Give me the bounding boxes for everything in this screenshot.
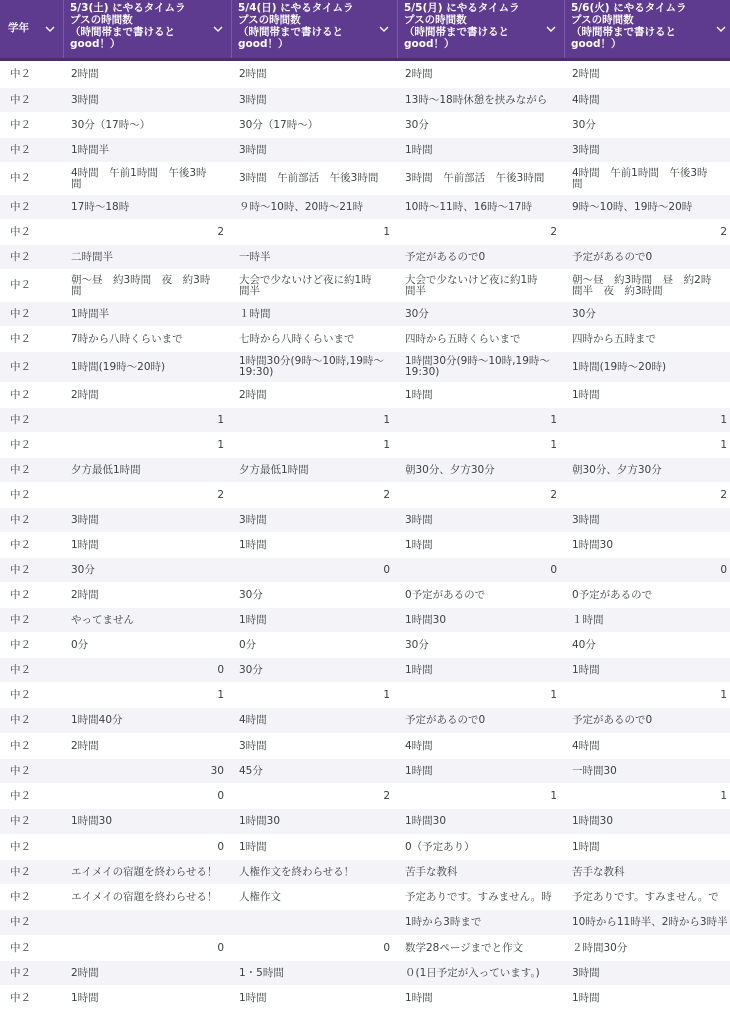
time-cell[interactable]: 1時間 bbox=[572, 388, 600, 401]
column-header-label: 5/6(火) にやるタイムラ プスの時間数 （時間帯まで書けると good！） bbox=[571, 2, 687, 50]
time-cell[interactable]: 1 bbox=[217, 413, 224, 426]
header-row bbox=[0, 0, 730, 61]
table-row bbox=[0, 734, 730, 759]
time-cell[interactable]: 2 bbox=[720, 488, 727, 501]
chevron-down-icon[interactable] bbox=[379, 24, 389, 34]
column-header-4[interactable] bbox=[565, 0, 730, 58]
time-cell[interactable]: 2時間 bbox=[405, 67, 433, 80]
time-cell[interactable]: 予定ありです。すみません。で bbox=[572, 890, 719, 903]
time-cell[interactable]: 人権作文 bbox=[239, 890, 281, 903]
table-row bbox=[0, 195, 730, 220]
grade-cell[interactable]: 中２ bbox=[10, 438, 31, 451]
time-cell[interactable]: 2 bbox=[217, 488, 224, 501]
table-row bbox=[0, 408, 730, 433]
time-cell[interactable]: 3時間 bbox=[572, 966, 600, 979]
time-cell[interactable]: 1 bbox=[720, 438, 727, 451]
time-cell[interactable]: 3時間 bbox=[239, 739, 267, 752]
time-cell[interactable]: 0 bbox=[217, 840, 224, 853]
time-cell[interactable]: 30分 bbox=[71, 563, 95, 576]
table-row bbox=[0, 113, 730, 138]
time-cell[interactable]: 0 bbox=[720, 563, 727, 576]
time-cell[interactable]: 30分 bbox=[239, 663, 263, 676]
time-cell[interactable]: 朝30分、夕方30分 bbox=[405, 463, 495, 476]
time-cell[interactable]: 夕方最低1時間 bbox=[71, 463, 141, 476]
time-cell[interactable]: 1 bbox=[720, 789, 727, 802]
grade-cell[interactable]: 中２ bbox=[10, 916, 31, 928]
time-cell[interactable]: 1 bbox=[217, 688, 224, 701]
column-header-label: 学年 bbox=[8, 22, 29, 34]
time-cell[interactable]: 1・5時間 bbox=[239, 966, 284, 979]
grade-cell[interactable]: 中２ bbox=[10, 279, 31, 291]
time-cell[interactable]: 1時間 bbox=[405, 388, 433, 401]
grade-cell[interactable]: 中２ bbox=[10, 200, 31, 213]
chevron-down-icon[interactable] bbox=[716, 24, 726, 34]
time-cell[interactable]: 1 bbox=[550, 789, 557, 802]
table-row bbox=[0, 708, 730, 734]
time-cell[interactable]: 大会で少ないけど夜に約1時 間半 bbox=[405, 273, 538, 297]
grade-cell[interactable]: 中２ bbox=[10, 663, 31, 676]
time-cell[interactable]: 3時間 bbox=[572, 143, 600, 156]
time-cell[interactable]: 1時間 bbox=[239, 992, 267, 1004]
time-cell[interactable]: 4時間 bbox=[572, 739, 600, 752]
time-cell[interactable]: 1 bbox=[383, 413, 390, 426]
grade-cell[interactable]: 中２ bbox=[10, 172, 31, 184]
time-cell[interactable]: 0 bbox=[383, 941, 390, 954]
time-cell[interactable]: 1 bbox=[720, 413, 727, 426]
grade-cell[interactable]: 中２ bbox=[10, 388, 31, 401]
grade-cell[interactable]: 中２ bbox=[10, 513, 31, 526]
time-cell[interactable]: 1時間(19時〜20時) bbox=[71, 360, 166, 373]
grade-cell[interactable]: 中２ bbox=[10, 764, 31, 777]
time-cell[interactable]: 1時間 bbox=[405, 992, 433, 1004]
time-cell[interactable]: 二時間半 bbox=[71, 250, 113, 263]
time-cell[interactable]: 2 bbox=[383, 789, 390, 802]
time-cell[interactable]: 3時間 bbox=[405, 513, 433, 526]
time-cell[interactable]: 1時間 bbox=[239, 613, 267, 626]
table-row bbox=[0, 138, 730, 163]
grade-cell[interactable]: 中２ bbox=[10, 463, 31, 476]
time-cell[interactable] bbox=[236, 910, 398, 935]
time-cell[interactable]: 1時間 bbox=[71, 538, 99, 551]
grade-cell[interactable]: 中２ bbox=[10, 840, 31, 853]
time-cell[interactable]: 30分（17時〜） bbox=[239, 118, 319, 131]
table-row bbox=[0, 508, 730, 533]
grade-cell[interactable]: 中２ bbox=[10, 789, 31, 802]
time-cell[interactable]: 4時間 bbox=[239, 714, 267, 726]
time-cell[interactable]: 1時間 bbox=[405, 663, 433, 676]
grade-cell[interactable]: 中２ bbox=[10, 865, 31, 878]
time-cell[interactable]: 2 bbox=[217, 225, 224, 238]
time-cell[interactable]: ９時〜10時、20時〜21時 bbox=[239, 200, 364, 213]
time-cell[interactable]: 朝〜昼 約3時間 昼 約2時 間半 夜 約3時間 bbox=[572, 273, 712, 297]
grade-cell[interactable]: 中２ bbox=[10, 688, 31, 701]
table-row bbox=[0, 986, 730, 1012]
time-cell[interactable]: 予定があるので0 bbox=[572, 714, 653, 726]
time-cell[interactable]: 2時間 bbox=[71, 739, 99, 752]
time-cell[interactable]: 七時から八時くらいまで bbox=[239, 332, 355, 345]
table-row bbox=[0, 352, 730, 383]
time-cell[interactable]: 1 bbox=[383, 688, 390, 701]
time-cell[interactable]: 1時間半 bbox=[71, 307, 110, 320]
table-row bbox=[0, 658, 730, 683]
grade-cell[interactable]: 中２ bbox=[10, 714, 31, 726]
grade-cell[interactable]: 中２ bbox=[10, 815, 31, 827]
time-cell[interactable]: 大会で少ないけど夜に約1時 間半 bbox=[239, 273, 372, 297]
time-cell[interactable]: 一時間30 bbox=[572, 764, 617, 777]
time-cell[interactable]: 予定ありです。すみません。時 bbox=[405, 890, 552, 903]
time-cell[interactable]: 1時間30分(9時〜10時,19時〜 19:30) bbox=[405, 355, 550, 378]
time-cell[interactable]: やってません bbox=[71, 613, 134, 626]
time-cell[interactable]: 1時間30分(9時〜10時,19時〜 19:30) bbox=[239, 355, 384, 378]
column-header-3[interactable] bbox=[398, 0, 565, 58]
time-cell[interactable]: 0予定があるので bbox=[572, 588, 653, 601]
time-cell[interactable]: 1時から3時まで bbox=[405, 916, 482, 928]
table-row bbox=[0, 608, 730, 633]
time-cell[interactable]: 30分 bbox=[572, 307, 596, 320]
time-cell[interactable]: 2時間 bbox=[71, 588, 99, 601]
time-cell[interactable]: 1時間30 bbox=[71, 815, 113, 827]
time-cell[interactable]: 1時間 bbox=[572, 992, 600, 1004]
time-cell[interactable]: 1時間 bbox=[239, 840, 267, 853]
time-cell[interactable]: 3時間 午前部活 午後3時間 bbox=[405, 172, 545, 184]
time-cell[interactable]: 30分（17時〜） bbox=[71, 118, 151, 131]
table-row bbox=[0, 483, 730, 508]
time-cell[interactable]: 1 bbox=[383, 225, 390, 238]
time-cell[interactable]: ０(1日予定が入っています。) bbox=[405, 966, 540, 979]
table-row bbox=[0, 88, 730, 113]
grade-cell[interactable]: 中２ bbox=[10, 413, 31, 426]
grade-cell[interactable]: 中２ bbox=[10, 563, 31, 576]
time-cell[interactable]: 30分 bbox=[405, 118, 429, 131]
table-body bbox=[0, 61, 730, 1012]
time-cell[interactable]: ２時間30分 bbox=[572, 941, 628, 954]
column-header-label: 5/5(月) にやるタイムラ プスの時間数 （時間帯まで書けると good！） bbox=[404, 2, 520, 50]
grade-cell[interactable]: 中２ bbox=[10, 992, 31, 1004]
time-cell[interactable]: 0 bbox=[217, 663, 224, 676]
time-cell[interactable]: 1時間(19時〜20時) bbox=[572, 360, 667, 373]
time-cell[interactable]: エイメイの宿題を終わらせる！ bbox=[71, 890, 218, 903]
time-cell[interactable]: 3時間 bbox=[71, 93, 99, 106]
grade-cell[interactable]: 中２ bbox=[10, 307, 31, 320]
time-cell[interactable]: 4時間 午前1時間 午後3時 間 bbox=[572, 166, 708, 190]
time-cell[interactable]: 30分 bbox=[239, 588, 263, 601]
chevron-down-icon[interactable] bbox=[546, 24, 556, 34]
grade-cell[interactable]: 中２ bbox=[10, 588, 31, 601]
time-cell[interactable]: 4時間 午前1時間 午後3時 間 bbox=[71, 166, 207, 190]
table-row bbox=[0, 633, 730, 658]
time-cell[interactable]: 3時間 bbox=[239, 93, 267, 106]
time-cell[interactable]: 苦手な教科 bbox=[405, 865, 458, 878]
time-cell[interactable]: 朝30分、夕方30分 bbox=[572, 463, 662, 476]
grade-cell[interactable]: 中２ bbox=[10, 67, 31, 80]
time-cell[interactable]: 予定があるので0 bbox=[572, 250, 653, 263]
table-row bbox=[0, 961, 730, 986]
grade-cell[interactable]: 中２ bbox=[10, 360, 31, 373]
table-row bbox=[0, 302, 730, 327]
time-cell[interactable]: 10時〜11時、16時〜17時 bbox=[405, 200, 532, 213]
table-row bbox=[0, 683, 730, 708]
time-cell[interactable]: 苦手な教科 bbox=[572, 865, 625, 878]
column-header-label: 5/3(土) にやるタイムラ プスの時間数 （時間帯まで書けると good！） bbox=[70, 2, 186, 50]
time-cell[interactable]: 数学28ページまでと作文 bbox=[405, 941, 524, 954]
time-cell[interactable]: 四時から五時まで bbox=[572, 332, 656, 345]
table-row bbox=[0, 809, 730, 835]
time-cell[interactable]: 1 bbox=[550, 438, 557, 451]
time-cell[interactable]: 13時〜18時休憩を挟みながら bbox=[405, 93, 548, 106]
table-row bbox=[0, 163, 730, 195]
table-row bbox=[0, 835, 730, 860]
table-row bbox=[0, 270, 730, 302]
time-cell[interactable]: 0予定があるので bbox=[405, 588, 486, 601]
table-row bbox=[0, 245, 730, 270]
time-cell[interactable]: 1時間 bbox=[405, 143, 433, 156]
time-cell[interactable]: 30分 bbox=[405, 638, 429, 651]
time-cell[interactable]: 45分 bbox=[239, 764, 263, 777]
time-cell[interactable]: 30分 bbox=[572, 118, 596, 131]
time-cell[interactable]: 1時間30 bbox=[572, 538, 614, 551]
time-cell[interactable]: 1 bbox=[383, 438, 390, 451]
grade-cell[interactable]: 中２ bbox=[10, 225, 31, 238]
time-cell[interactable]: 2時間 bbox=[572, 67, 600, 80]
time-cell[interactable]: 0 bbox=[550, 563, 557, 576]
time-cell[interactable]: 0 bbox=[383, 563, 390, 576]
chevron-down-icon[interactable] bbox=[45, 24, 55, 34]
column-header-label: 5/4(日) にやるタイムラ プスの時間数 （時間帯まで書けると good！） bbox=[238, 2, 354, 50]
time-cell[interactable]: 1時間 bbox=[71, 992, 99, 1004]
time-cell[interactable]: 2 bbox=[550, 225, 557, 238]
time-cell[interactable]: 1時間30 bbox=[405, 613, 447, 626]
table-row bbox=[0, 784, 730, 809]
time-cell[interactable]: 10時から11時半、2時から3時半 bbox=[572, 916, 728, 928]
time-cell[interactable]: 9時〜10時、19時〜20時 bbox=[572, 200, 693, 213]
time-cell[interactable]: 2時間 bbox=[71, 966, 99, 979]
table-row bbox=[0, 558, 730, 583]
table-row bbox=[0, 936, 730, 961]
time-cell[interactable]: 1時間30 bbox=[239, 815, 281, 827]
time-cell[interactable]: 2時間 bbox=[239, 388, 267, 401]
time-cell[interactable]: 17時〜18時 bbox=[71, 200, 130, 213]
time-cell[interactable]: 2 bbox=[550, 488, 557, 501]
time-cell[interactable]: 0分 bbox=[71, 638, 89, 651]
time-cell[interactable]: 2 bbox=[383, 488, 390, 501]
time-cell[interactable]: 30分 bbox=[405, 307, 429, 320]
time-cell[interactable]: 1 bbox=[550, 688, 557, 701]
table-row bbox=[0, 383, 730, 408]
time-cell[interactable]: 四時から五時くらいまで bbox=[405, 332, 521, 345]
time-cell[interactable]: 3時間 bbox=[71, 513, 99, 526]
time-cell[interactable]: 1時間 bbox=[405, 538, 433, 551]
time-cell[interactable]: 3時間 bbox=[572, 513, 600, 526]
time-cell[interactable]: 7時から八時くらいまで bbox=[71, 332, 183, 345]
table-row bbox=[0, 885, 730, 910]
time-cell[interactable]: 2時間 bbox=[239, 67, 267, 80]
table-row bbox=[0, 583, 730, 608]
time-cell[interactable]: 2時間 bbox=[71, 67, 99, 80]
time-cell[interactable]: 1時間30 bbox=[572, 815, 614, 827]
grade-cell[interactable]: 中２ bbox=[10, 739, 31, 752]
time-cell[interactable]: 0 bbox=[217, 789, 224, 802]
time-cell[interactable]: 3時間 bbox=[239, 143, 267, 156]
time-cell[interactable]: 朝〜昼 約3時間 夜 約3時 間 bbox=[71, 273, 211, 297]
grade-cell[interactable]: 中２ bbox=[10, 143, 31, 156]
table-row bbox=[0, 220, 730, 245]
time-cell[interactable]: 2時間 bbox=[71, 388, 99, 401]
time-cell[interactable]: 0 bbox=[217, 941, 224, 954]
grade-cell[interactable]: 中２ bbox=[10, 638, 31, 651]
time-cell[interactable]: 予定があるので0 bbox=[405, 250, 486, 263]
table-row bbox=[0, 759, 730, 784]
time-cell[interactable]: エイメイの宿題を終わらせる！ bbox=[71, 865, 218, 878]
table-row bbox=[0, 860, 730, 885]
time-cell[interactable]: 1時間 bbox=[572, 663, 600, 676]
grade-cell[interactable]: 中２ bbox=[10, 966, 31, 979]
time-cell[interactable]: 1 bbox=[217, 438, 224, 451]
time-cell[interactable]: １時間 bbox=[239, 307, 271, 320]
column-header-2[interactable] bbox=[232, 0, 398, 58]
grade-cell[interactable]: 中２ bbox=[10, 332, 31, 345]
grade-cell[interactable]: 中２ bbox=[10, 488, 31, 501]
time-cell[interactable]: 一時半 bbox=[239, 250, 271, 263]
table-row bbox=[0, 433, 730, 458]
time-cell[interactable]: 1時間 bbox=[572, 840, 600, 853]
time-cell[interactable]: 1時間 bbox=[405, 764, 433, 777]
column-header-1[interactable] bbox=[64, 0, 232, 58]
time-cell[interactable]: 人権作文を終わらせる！ bbox=[239, 865, 355, 878]
column-header-0[interactable] bbox=[0, 0, 64, 58]
time-cell[interactable]: 1 bbox=[720, 688, 727, 701]
time-cell[interactable]: 2 bbox=[720, 225, 727, 238]
time-cell[interactable]: 1時間 bbox=[239, 538, 267, 551]
time-cell[interactable] bbox=[68, 910, 232, 935]
table-row bbox=[0, 61, 730, 88]
grade-cell[interactable]: 中２ bbox=[10, 250, 31, 263]
time-cell[interactable]: 夕方最低1時間 bbox=[239, 463, 309, 476]
table-row bbox=[0, 327, 730, 352]
grade-cell[interactable]: 中２ bbox=[10, 118, 31, 131]
grade-cell[interactable]: 中２ bbox=[10, 538, 31, 551]
time-cell[interactable]: 1時間30 bbox=[405, 815, 447, 827]
grade-cell[interactable]: 中２ bbox=[10, 613, 31, 626]
time-cell[interactable]: 0（予定あり） bbox=[405, 840, 475, 853]
time-cell[interactable]: 予定があるので0 bbox=[405, 714, 486, 726]
chevron-down-icon[interactable] bbox=[213, 24, 223, 34]
time-cell[interactable]: １時間 bbox=[572, 613, 604, 626]
time-cell[interactable]: 40分 bbox=[572, 638, 596, 651]
table-row bbox=[0, 458, 730, 483]
time-cell[interactable]: 0分 bbox=[239, 638, 257, 651]
time-cell[interactable]: 4時間 bbox=[405, 739, 433, 752]
grade-cell[interactable]: 中２ bbox=[10, 941, 31, 954]
time-cell[interactable]: 1時間半 bbox=[71, 143, 110, 156]
time-cell[interactable]: 1時間40分 bbox=[71, 714, 123, 726]
table-row bbox=[0, 533, 730, 558]
time-cell[interactable]: 4時間 bbox=[572, 93, 600, 106]
grade-cell[interactable]: 中２ bbox=[10, 890, 31, 903]
table-row bbox=[0, 910, 730, 936]
time-cell[interactable]: 1 bbox=[550, 413, 557, 426]
time-cell[interactable]: 30 bbox=[210, 764, 224, 777]
time-cell[interactable]: 3時間 午前部活 午後3時間 bbox=[239, 172, 379, 184]
grade-cell[interactable]: 中２ bbox=[10, 93, 31, 106]
time-cell[interactable]: 3時間 bbox=[239, 513, 267, 526]
